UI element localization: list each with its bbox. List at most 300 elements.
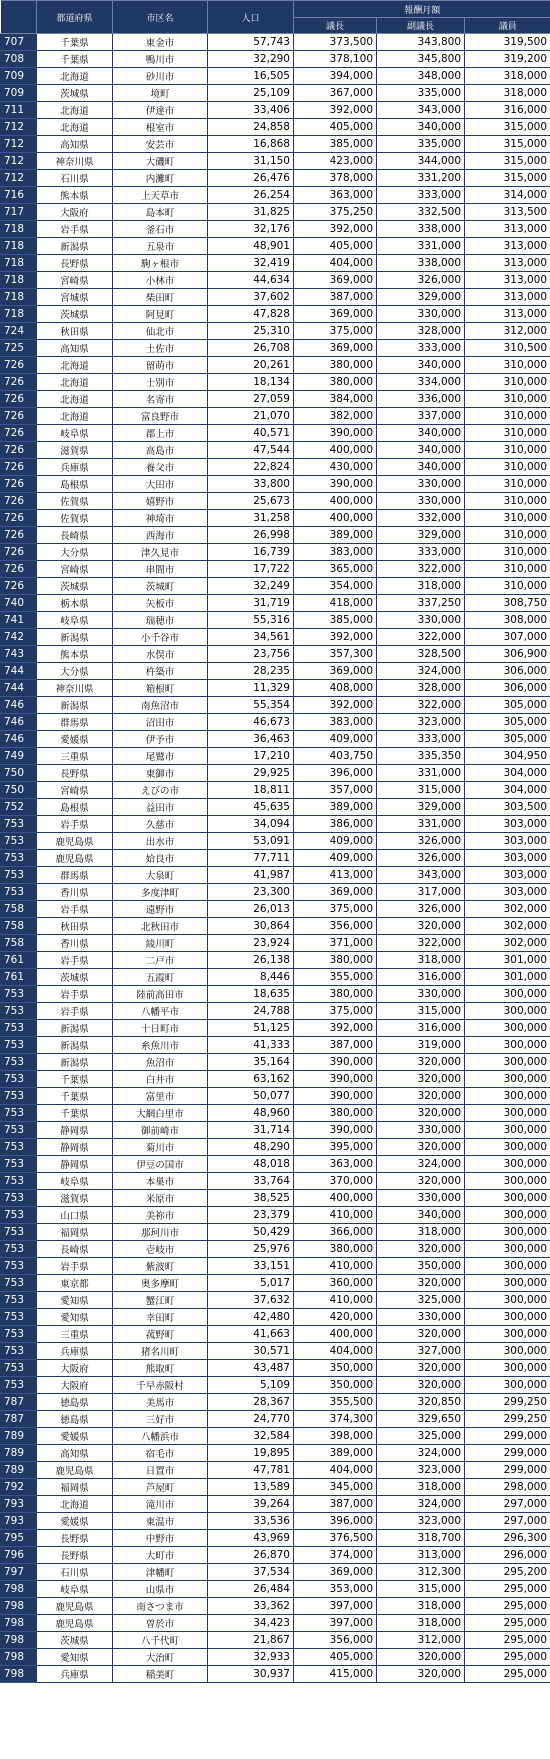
chair-pay-cell: 392,000 xyxy=(294,629,377,646)
population-cell: 30,937 xyxy=(208,1666,294,1683)
vice-chair-pay-cell: 313,000 xyxy=(377,1547,465,1564)
city-cell: 菰野町 xyxy=(113,1326,208,1343)
city-cell: 五霞町 xyxy=(113,969,208,986)
rank-cell: 761 xyxy=(1,952,37,969)
city-cell: 南さつま市 xyxy=(113,1598,208,1615)
member-header: 議員 xyxy=(465,18,550,34)
rank-cell: 753 xyxy=(1,1292,37,1309)
city-cell: 富里市 xyxy=(113,1088,208,1105)
member-pay-cell: 318,000 xyxy=(465,85,550,102)
table-row xyxy=(1,1428,550,1445)
rank-cell: 753 xyxy=(1,1003,37,1020)
chair-pay-cell: 369,000 xyxy=(294,1564,377,1581)
city-cell: 大磯町 xyxy=(113,153,208,170)
prefecture-cell: 熊本県 xyxy=(37,187,113,204)
table-row xyxy=(1,1156,550,1173)
chair-pay-cell: 410,000 xyxy=(294,1258,377,1275)
table-row xyxy=(1,561,550,578)
vice-chair-pay-cell: 318,000 xyxy=(377,952,465,969)
rank-cell: 787 xyxy=(1,1411,37,1428)
rank-cell: 798 xyxy=(1,1649,37,1666)
population-cell: 43,969 xyxy=(208,1530,294,1547)
city-cell: 芦屋町 xyxy=(113,1479,208,1496)
chair-pay-cell: 369,000 xyxy=(294,340,377,357)
prefecture-cell: 茨城県 xyxy=(37,306,113,323)
chair-pay-cell: 390,000 xyxy=(294,1122,377,1139)
city-cell: 津久見市 xyxy=(113,544,208,561)
table-row xyxy=(1,459,550,476)
table-row xyxy=(1,714,550,731)
member-pay-cell: 315,000 xyxy=(465,170,550,187)
population-cell: 5,017 xyxy=(208,1275,294,1292)
member-pay-cell: 295,000 xyxy=(465,1598,550,1615)
member-pay-cell: 299,250 xyxy=(465,1394,550,1411)
population-header: 人口 xyxy=(208,1,294,34)
prefecture-cell: 岐阜県 xyxy=(37,1581,113,1598)
member-pay-cell: 303,000 xyxy=(465,833,550,850)
chair-pay-cell: 405,000 xyxy=(294,238,377,255)
vice-chair-pay-cell: 324,000 xyxy=(377,1496,465,1513)
member-pay-cell: 318,000 xyxy=(465,68,550,85)
prefecture-cell: 愛知県 xyxy=(37,1292,113,1309)
population-cell: 26,870 xyxy=(208,1547,294,1564)
chair-pay-cell: 404,000 xyxy=(294,1343,377,1360)
city-cell: 嬉野市 xyxy=(113,493,208,510)
prefecture-cell: 福岡県 xyxy=(37,1224,113,1241)
population-cell: 40,571 xyxy=(208,425,294,442)
member-pay-cell: 301,000 xyxy=(465,969,550,986)
city-cell: 日置市 xyxy=(113,1462,208,1479)
population-cell: 30,571 xyxy=(208,1343,294,1360)
table-header xyxy=(1,1,550,34)
prefecture-cell: 長野県 xyxy=(37,1547,113,1564)
city-cell: 十日町市 xyxy=(113,1020,208,1037)
member-pay-cell: 310,000 xyxy=(465,578,550,595)
population-cell: 26,998 xyxy=(208,527,294,544)
vice-chair-pay-cell: 329,000 xyxy=(377,527,465,544)
vice-chair-pay-cell: 331,000 xyxy=(377,816,465,833)
rank-cell: 743 xyxy=(1,646,37,663)
population-cell: 25,976 xyxy=(208,1241,294,1258)
chair-pay-cell: 380,000 xyxy=(294,952,377,969)
prefecture-cell: 北海道 xyxy=(37,408,113,425)
rank-cell: 717 xyxy=(1,204,37,221)
city-cell: 伊豆の国市 xyxy=(113,1156,208,1173)
member-pay-cell: 307,000 xyxy=(465,629,550,646)
population-cell: 38,525 xyxy=(208,1190,294,1207)
prefecture-cell: 栃木県 xyxy=(37,595,113,612)
member-pay-cell: 299,000 xyxy=(465,1445,550,1462)
member-pay-cell: 315,000 xyxy=(465,119,550,136)
rank-cell: 753 xyxy=(1,1020,37,1037)
vice-chair-pay-cell: 322,000 xyxy=(377,697,465,714)
city-cell: 柴田町 xyxy=(113,289,208,306)
chair-header: 議長 xyxy=(294,18,377,34)
prefecture-cell: 東京都 xyxy=(37,1275,113,1292)
table-row xyxy=(1,85,550,102)
rank-cell: 797 xyxy=(1,1564,37,1581)
member-pay-cell: 302,000 xyxy=(465,935,550,952)
rank-cell: 753 xyxy=(1,1122,37,1139)
vice-chair-pay-cell: 328,500 xyxy=(377,646,465,663)
member-pay-cell: 300,000 xyxy=(465,1156,550,1173)
table-row xyxy=(1,272,550,289)
rank-cell: 796 xyxy=(1,1547,37,1564)
rank-cell: 753 xyxy=(1,986,37,1003)
table-row xyxy=(1,680,550,697)
table-row xyxy=(1,1105,550,1122)
population-cell: 50,429 xyxy=(208,1224,294,1241)
city-cell: 内灘町 xyxy=(113,170,208,187)
member-pay-cell: 315,000 xyxy=(465,136,550,153)
member-pay-cell: 313,500 xyxy=(465,204,550,221)
population-cell: 39,264 xyxy=(208,1496,294,1513)
vice-chair-pay-cell: 332,000 xyxy=(377,510,465,527)
chair-pay-cell: 378,100 xyxy=(294,51,377,68)
population-cell: 47,544 xyxy=(208,442,294,459)
city-cell: 神埼市 xyxy=(113,510,208,527)
table-row xyxy=(1,1564,550,1581)
table-row xyxy=(1,102,550,119)
city-cell: 郡上市 xyxy=(113,425,208,442)
population-cell: 50,077 xyxy=(208,1088,294,1105)
population-cell: 20,261 xyxy=(208,357,294,374)
prefecture-cell: 鹿児島県 xyxy=(37,850,113,867)
rank-cell: 718 xyxy=(1,289,37,306)
prefecture-cell: 兵庫県 xyxy=(37,459,113,476)
vice-chair-pay-cell: 315,000 xyxy=(377,1003,465,1020)
table-row xyxy=(1,918,550,935)
population-cell: 51,125 xyxy=(208,1020,294,1037)
chair-pay-cell: 392,000 xyxy=(294,102,377,119)
rank-cell: 750 xyxy=(1,782,37,799)
chair-pay-cell: 400,000 xyxy=(294,442,377,459)
member-pay-cell: 310,000 xyxy=(465,561,550,578)
rank-cell: 726 xyxy=(1,544,37,561)
prefecture-cell: 北海道 xyxy=(37,1496,113,1513)
vice-chair-pay-cell: 318,000 xyxy=(377,1224,465,1241)
population-cell: 77,711 xyxy=(208,850,294,867)
prefecture-cell: 島根県 xyxy=(37,476,113,493)
prefecture-cell: 岩手県 xyxy=(37,1003,113,1020)
city-cell: 紫波町 xyxy=(113,1258,208,1275)
rank-cell: 744 xyxy=(1,680,37,697)
rank-cell: 753 xyxy=(1,1326,37,1343)
city-cell: 美祢市 xyxy=(113,1207,208,1224)
chair-pay-cell: 410,000 xyxy=(294,1292,377,1309)
population-cell: 57,743 xyxy=(208,34,294,51)
population-cell: 23,300 xyxy=(208,884,294,901)
chair-pay-cell: 369,000 xyxy=(294,884,377,901)
population-cell: 46,673 xyxy=(208,714,294,731)
rank-cell: 740 xyxy=(1,595,37,612)
member-pay-cell: 295,000 xyxy=(465,1615,550,1632)
city-cell: 鴨川市 xyxy=(113,51,208,68)
table-row xyxy=(1,153,550,170)
population-cell: 13,589 xyxy=(208,1479,294,1496)
vice-chair-pay-cell: 330,000 xyxy=(377,1122,465,1139)
chair-pay-cell: 385,000 xyxy=(294,612,377,629)
table-row xyxy=(1,1258,550,1275)
chair-pay-cell: 354,000 xyxy=(294,578,377,595)
rank-cell: 753 xyxy=(1,1173,37,1190)
vice-chair-pay-cell: 335,000 xyxy=(377,85,465,102)
rank-cell: 742 xyxy=(1,629,37,646)
prefecture-cell: 岩手県 xyxy=(37,986,113,1003)
population-cell: 32,176 xyxy=(208,221,294,238)
vice-chair-pay-cell: 324,000 xyxy=(377,1445,465,1462)
vice-chair-pay-cell: 322,000 xyxy=(377,561,465,578)
vice-chair-pay-cell: 331,000 xyxy=(377,238,465,255)
city-cell: 駒ヶ根市 xyxy=(113,255,208,272)
member-pay-cell: 303,500 xyxy=(465,799,550,816)
rank-cell: 789 xyxy=(1,1428,37,1445)
member-pay-cell: 301,000 xyxy=(465,952,550,969)
prefecture-cell: 新潟県 xyxy=(37,238,113,255)
prefecture-cell: 岩手県 xyxy=(37,901,113,918)
vice-chair-pay-cell: 330,000 xyxy=(377,1190,465,1207)
population-cell: 21,070 xyxy=(208,408,294,425)
city-cell: 沼田市 xyxy=(113,714,208,731)
vice-chair-pay-cell: 320,000 xyxy=(377,1275,465,1292)
table-row xyxy=(1,697,550,714)
population-cell: 26,484 xyxy=(208,1581,294,1598)
chair-pay-cell: 397,000 xyxy=(294,1598,377,1615)
vice-chair-pay-cell: 334,000 xyxy=(377,374,465,391)
member-pay-cell: 310,000 xyxy=(465,408,550,425)
rank-cell: 749 xyxy=(1,748,37,765)
table-row xyxy=(1,68,550,85)
member-pay-cell: 304,950 xyxy=(465,748,550,765)
chair-pay-cell: 350,000 xyxy=(294,1360,377,1377)
prefecture-cell: 岩手県 xyxy=(37,1258,113,1275)
city-cell: 白井市 xyxy=(113,1071,208,1088)
city-cell: 出水市 xyxy=(113,833,208,850)
city-cell: 伊予市 xyxy=(113,731,208,748)
chair-pay-cell: 374,000 xyxy=(294,1547,377,1564)
prefecture-cell: 香川県 xyxy=(37,935,113,952)
chair-pay-cell: 375,000 xyxy=(294,901,377,918)
vice-chair-pay-cell: 318,000 xyxy=(377,1598,465,1615)
city-cell: 留萌市 xyxy=(113,357,208,374)
chair-pay-cell: 409,000 xyxy=(294,850,377,867)
prefecture-cell: 宮崎県 xyxy=(37,272,113,289)
vice-chair-pay-cell: 333,000 xyxy=(377,187,465,204)
city-cell: 上天草市 xyxy=(113,187,208,204)
rank-cell: 712 xyxy=(1,136,37,153)
population-cell: 32,249 xyxy=(208,578,294,595)
vice-chair-pay-cell: 328,000 xyxy=(377,680,465,697)
member-pay-cell: 310,000 xyxy=(465,476,550,493)
member-pay-cell: 302,000 xyxy=(465,918,550,935)
city-cell: 蟹江町 xyxy=(113,1292,208,1309)
population-cell: 48,018 xyxy=(208,1156,294,1173)
member-pay-cell: 303,000 xyxy=(465,816,550,833)
member-pay-cell: 299,000 xyxy=(465,1462,550,1479)
table-row xyxy=(1,374,550,391)
chair-pay-cell: 363,000 xyxy=(294,187,377,204)
population-cell: 21,867 xyxy=(208,1632,294,1649)
vice-chair-pay-cell: 323,000 xyxy=(377,1513,465,1530)
chair-pay-cell: 375,250 xyxy=(294,204,377,221)
prefecture-cell: 愛知県 xyxy=(37,1649,113,1666)
population-cell: 33,536 xyxy=(208,1513,294,1530)
population-cell: 32,933 xyxy=(208,1649,294,1666)
prefecture-cell: 愛媛県 xyxy=(37,1513,113,1530)
rank-cell: 753 xyxy=(1,1377,37,1394)
city-cell: 境町 xyxy=(113,85,208,102)
vice-chair-pay-cell: 320,000 xyxy=(377,1377,465,1394)
member-pay-cell: 310,000 xyxy=(465,527,550,544)
rank-cell: 709 xyxy=(1,68,37,85)
population-cell: 37,602 xyxy=(208,289,294,306)
prefecture-cell: 岐阜県 xyxy=(37,1173,113,1190)
population-cell: 24,770 xyxy=(208,1411,294,1428)
member-pay-cell: 313,000 xyxy=(465,238,550,255)
population-cell: 18,635 xyxy=(208,986,294,1003)
vice-chair-pay-cell: 325,000 xyxy=(377,1428,465,1445)
prefecture-cell: 神奈川県 xyxy=(37,153,113,170)
city-cell: 砂川市 xyxy=(113,68,208,85)
population-cell: 42,480 xyxy=(208,1309,294,1326)
table-row xyxy=(1,1071,550,1088)
chair-pay-cell: 389,000 xyxy=(294,527,377,544)
prefecture-cell: 千葉県 xyxy=(37,1071,113,1088)
chair-pay-cell: 367,000 xyxy=(294,85,377,102)
prefecture-cell: 福岡県 xyxy=(37,1479,113,1496)
table-row xyxy=(1,1037,550,1054)
vice-chair-pay-cell: 330,000 xyxy=(377,306,465,323)
vice-chair-pay-cell: 312,300 xyxy=(377,1564,465,1581)
chair-pay-cell: 409,000 xyxy=(294,833,377,850)
table-row xyxy=(1,901,550,918)
member-pay-cell: 300,000 xyxy=(465,1173,550,1190)
member-pay-cell: 304,000 xyxy=(465,765,550,782)
vice-chair-pay-cell: 340,000 xyxy=(377,425,465,442)
population-cell: 47,781 xyxy=(208,1462,294,1479)
member-pay-cell: 300,000 xyxy=(465,1054,550,1071)
chair-pay-cell: 392,000 xyxy=(294,697,377,714)
prefecture-cell: 鹿児島県 xyxy=(37,1462,113,1479)
vice-chair-pay-cell: 340,000 xyxy=(377,459,465,476)
prefecture-cell: 岐阜県 xyxy=(37,612,113,629)
rank-cell: 712 xyxy=(1,170,37,187)
chair-pay-cell: 405,000 xyxy=(294,1649,377,1666)
member-pay-cell: 310,000 xyxy=(465,510,550,527)
vice-chair-pay-cell: 326,000 xyxy=(377,272,465,289)
vice-chair-pay-cell: 343,000 xyxy=(377,102,465,119)
chair-pay-cell: 370,000 xyxy=(294,1173,377,1190)
prefecture-cell: 新潟県 xyxy=(37,1020,113,1037)
member-pay-cell: 310,000 xyxy=(465,425,550,442)
population-cell: 23,924 xyxy=(208,935,294,952)
table-row xyxy=(1,170,550,187)
population-cell: 31,714 xyxy=(208,1122,294,1139)
table-row xyxy=(1,119,550,136)
rank-cell: 726 xyxy=(1,357,37,374)
vice-chair-pay-cell: 320,000 xyxy=(377,1173,465,1190)
vice-chair-pay-cell: 326,000 xyxy=(377,901,465,918)
rank-cell: 753 xyxy=(1,816,37,833)
prefecture-cell: 石川県 xyxy=(37,170,113,187)
city-cell: 杵築市 xyxy=(113,663,208,680)
member-pay-cell: 300,000 xyxy=(465,1377,550,1394)
vice-chair-pay-cell: 340,000 xyxy=(377,119,465,136)
member-pay-cell: 300,000 xyxy=(465,1207,550,1224)
vice-chair-pay-cell: 332,500 xyxy=(377,204,465,221)
table-row xyxy=(1,782,550,799)
city-cell: 水俣市 xyxy=(113,646,208,663)
population-cell: 47,828 xyxy=(208,306,294,323)
prefecture-cell: 茨城県 xyxy=(37,1632,113,1649)
table-row xyxy=(1,1224,550,1241)
rank-cell: 753 xyxy=(1,1037,37,1054)
population-cell: 18,134 xyxy=(208,374,294,391)
table-row xyxy=(1,1139,550,1156)
table-row xyxy=(1,1479,550,1496)
city-cell: 富良野市 xyxy=(113,408,208,425)
chair-pay-cell: 423,000 xyxy=(294,153,377,170)
population-cell: 53,091 xyxy=(208,833,294,850)
vice-chair-pay-cell: 330,000 xyxy=(377,612,465,629)
prefecture-cell: 佐賀県 xyxy=(37,510,113,527)
chair-pay-cell: 345,000 xyxy=(294,1479,377,1496)
rank-cell: 709 xyxy=(1,85,37,102)
population-cell: 19,895 xyxy=(208,1445,294,1462)
population-cell: 48,960 xyxy=(208,1105,294,1122)
prefecture-cell: 神奈川県 xyxy=(37,680,113,697)
city-cell: 姶良市 xyxy=(113,850,208,867)
population-cell: 16,739 xyxy=(208,544,294,561)
member-pay-cell: 313,000 xyxy=(465,255,550,272)
chair-pay-cell: 389,000 xyxy=(294,799,377,816)
table-row xyxy=(1,969,550,986)
rank-cell: 758 xyxy=(1,901,37,918)
city-cell: 養父市 xyxy=(113,459,208,476)
chair-pay-cell: 375,000 xyxy=(294,1003,377,1020)
table-row xyxy=(1,255,550,272)
population-cell: 30,864 xyxy=(208,918,294,935)
prefecture-cell: 大分県 xyxy=(37,544,113,561)
table-row xyxy=(1,1649,550,1666)
prefecture-cell: 三重県 xyxy=(37,748,113,765)
vice-chair-pay-cell: 336,000 xyxy=(377,391,465,408)
city-cell: 西海市 xyxy=(113,527,208,544)
table-row xyxy=(1,306,550,323)
member-pay-cell: 300,000 xyxy=(465,1122,550,1139)
prefecture-cell: 秋田県 xyxy=(37,323,113,340)
city-cell: 東御市 xyxy=(113,765,208,782)
city-cell: 北秋田市 xyxy=(113,918,208,935)
table-row xyxy=(1,748,550,765)
population-cell: 22,824 xyxy=(208,459,294,476)
city-header: 市区名 xyxy=(113,1,208,34)
prefecture-cell: 新潟県 xyxy=(37,1037,113,1054)
vice-chair-pay-cell: 331,000 xyxy=(377,765,465,782)
chair-pay-cell: 390,000 xyxy=(294,1088,377,1105)
vice-chair-pay-cell: 327,000 xyxy=(377,1343,465,1360)
city-cell: 津幡町 xyxy=(113,1564,208,1581)
rank-cell: 753 xyxy=(1,850,37,867)
rank-cell: 746 xyxy=(1,714,37,731)
member-pay-cell: 312,000 xyxy=(465,323,550,340)
population-cell: 26,013 xyxy=(208,901,294,918)
table-row xyxy=(1,1173,550,1190)
city-cell: 壱岐市 xyxy=(113,1241,208,1258)
vice-chair-pay-cell: 335,350 xyxy=(377,748,465,765)
prefecture-cell: 岩手県 xyxy=(37,221,113,238)
prefecture-cell: 静岡県 xyxy=(37,1122,113,1139)
